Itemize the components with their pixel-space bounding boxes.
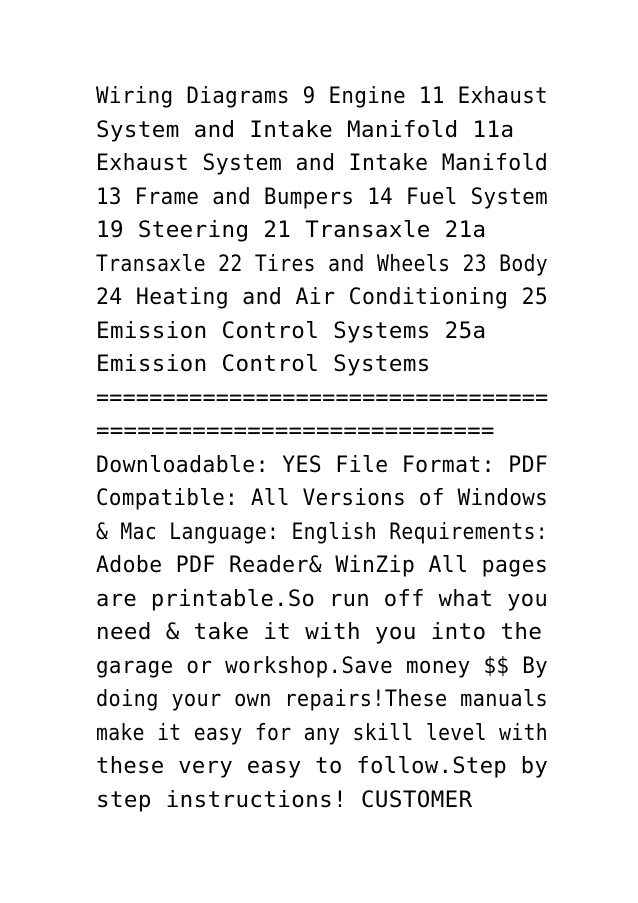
text-line-19: doing your own repairs!These manuals [96, 686, 549, 712]
text-line-12: Downloadable: YES File Format: PDF [96, 451, 549, 478]
text-line-2: System and Intake Manifold 11a [96, 116, 515, 143]
text-line-4: 13 Frame and Bumpers 14 Fuel System [96, 183, 549, 210]
text-line-7: 24 Heating and Air Conditioning 25 [96, 284, 549, 310]
separator-line-1: ================================== [96, 384, 549, 411]
text-line-22: step instructions! CUSTOMER [96, 786, 473, 813]
text-line-17: need & take it with you into the [96, 619, 543, 645]
text-line-14: & Mac Language: English Requirements: [96, 518, 549, 545]
text-line-16: are printable.So run off what you [96, 585, 549, 612]
text-line-13: Compatible: All Versions of Windows [96, 485, 549, 511]
text-line-8: Emission Control Systems 25a [96, 317, 487, 344]
text-line-1: Wiring Diagrams 9 Engine 11 Exhaust [96, 83, 549, 109]
separator-line-2: ============================= [96, 418, 495, 444]
text-line-20: make it easy for any skill level with [96, 719, 549, 746]
text-line-6: Transaxle 22 Tires and Wheels 23 Body [96, 250, 549, 277]
text-line-3: Exhaust System and Intake Manifold [96, 150, 549, 176]
text-line-18: garage or workshop.Save money $$ By [96, 652, 549, 679]
text-line-9: Emission Control Systems [96, 351, 431, 377]
text-line-15: Adobe PDF Reader& WinZip All pages [96, 552, 549, 578]
text-line-5: 19 Steering 21 Transaxle 21a [96, 217, 487, 243]
text-line-21: these very easy to follow.Step by [96, 753, 549, 779]
